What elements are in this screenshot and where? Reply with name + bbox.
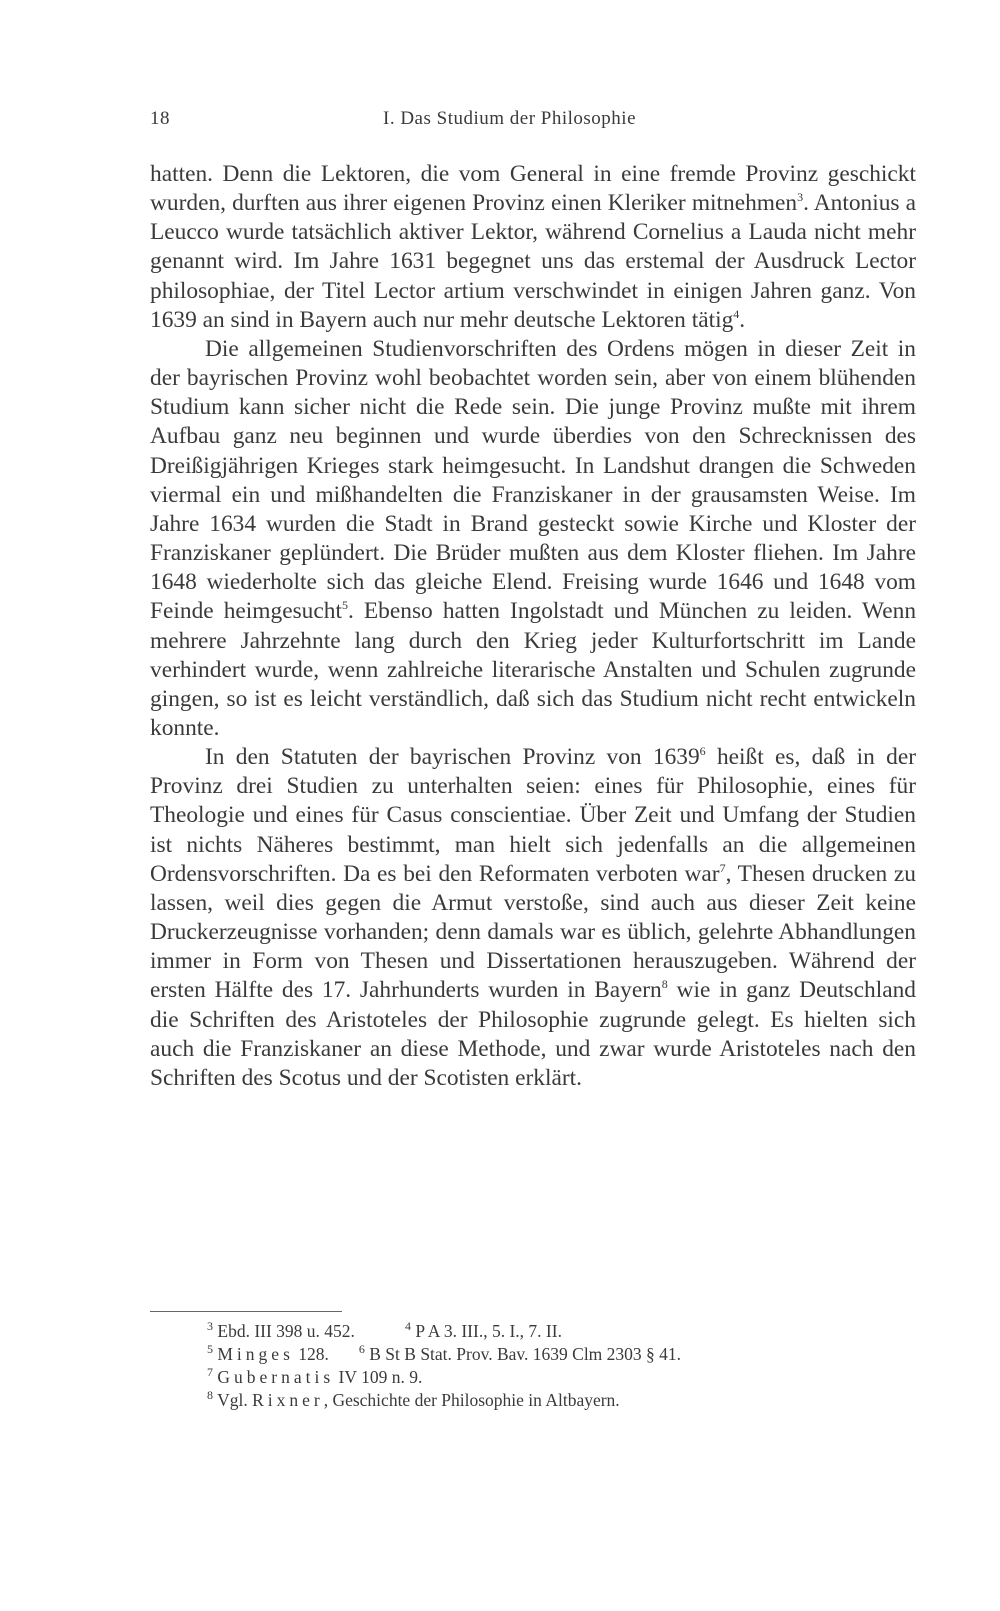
running-title: I. Das Studium der Philosophie — [383, 108, 637, 129]
footnote-author: Minges — [217, 1344, 294, 1364]
text-run: wie in ganz Deutschland die Schriften des Aristoteles der Philosophie zugrunde gelegt. Es hielten sich auch die Franziskaner an diese Methode, und zwar wurde Aristoteles nach den Schriften des Scotus und der Scotisten erklärt. — [150, 977, 916, 1091]
footnote-text: IV 109 n. 9. — [338, 1367, 423, 1387]
main-text — [150, 160, 916, 1093]
footnote-text: P A 3. III., 5. I., 7. II. — [415, 1321, 562, 1341]
footnote-ref: 3 — [797, 190, 804, 205]
text-run: . Ebenso hatten Ingolstadt und München zu leiden. Wenn mehrere Jahrzehnte lang durch den Krieg jeder Kulturfortschritt im Lande verhindert wurde, wenn zahlreiche literarische Anstalten und Schulen zugrunde gingen, so ist es leicht verständlich, daß sich das Studium nicht recht entwickeln konnte. — [150, 598, 917, 741]
footnote-number: 8 — [207, 1388, 213, 1403]
footnote-author: Gubernatis — [217, 1367, 335, 1387]
footnote-ref: 8 — [661, 977, 668, 992]
footnotes — [207, 1320, 907, 1412]
footnote-line — [207, 1389, 907, 1412]
page-number: 18 — [150, 108, 170, 129]
footnote-ref: 5 — [341, 598, 348, 613]
text-run: hatten. Denn die Lektoren, die vom General in eine fremde Provinz geschickt wurden, durften aus ihrer eigenen Provinz einen Kleriker mitnehmen — [150, 161, 916, 217]
text-run: , Thesen drucken zu lassen, weil dies gegen die Armut verstoße, sind auch aus dieser Zeit keine Druckerzeugnisse vorhanden; denn damals war es üblich, gelehrte Abhandlungen immer in Form von Thesen und Dissertationen herauszugeben. Während der ersten Hälfte des 17. Jahrhunderts wurden in Bayern — [150, 860, 916, 1004]
footnote-number: 3 — [207, 1319, 213, 1334]
footnote-line — [207, 1343, 907, 1366]
text-run: . — [739, 306, 746, 333]
footnote-text: Vgl. — [217, 1390, 248, 1410]
footnote-ref: 4 — [733, 306, 740, 321]
footnote-line — [207, 1366, 907, 1389]
footnote-number: 7 — [207, 1365, 213, 1380]
paragraph — [150, 160, 916, 335]
footnote-number: 4 — [404, 1319, 411, 1334]
text-run: In den Statuten der bayrischen Provinz von 1639 — [205, 744, 700, 771]
paragraph — [150, 743, 916, 1093]
text-run: . Antonius a Leucco wurde tatsächlich aktiver Lektor, während Cornelius a Lauda nicht mehr genannt wird. Im Jahre 1631 begegnet uns das erstemal der Ausdruck Lector philosophiae, der Titel Lector artium verschwindet in einigen Jahren ganz. Von 1639 an sind in Bayern auch nur mehr deutsche Lektoren tätig — [150, 190, 916, 333]
footnote-divider — [150, 1311, 342, 1312]
text-run: Die allgemeinen Studienvorschriften des Ordens mögen in dieser Zeit in der bayrischen Provinz wohl beobachtet worden sein, aber von einem blühenden Studium kann sicher nicht die Rede sein. Die junge Provinz mußte mit ihrem Aufbau ganz neu beginnen und wurde überdies von den Schrecknissen des Dreißigjährigen Krieges stark heimgesucht. In Landshut drangen die Schweden viermal ein und mißhandelten die Franziskaner in der grausamsten Weise. Im Jahre 1634 wurden die Stadt in Brand gesteckt sowie Kirche und Kloster der Franziskaner geplündert. Die Brüder mußten aus dem Kloster fliehen. Im Jahre 1648 wiederholte sich das gleiche Elend. Freising wurde 1646 und 1648 vom Feinde heimgesucht — [150, 335, 916, 625]
footnote-number: 5 — [207, 1342, 213, 1357]
footnote-text: 128. — [298, 1344, 329, 1364]
footnote-text: , Geschichte der Philosophie in Altbayern. — [323, 1390, 620, 1410]
paragraph — [150, 335, 916, 743]
footnote-text: Ebd. III 398 u. 452. — [217, 1321, 355, 1341]
footnote-ref: 7 — [719, 860, 726, 875]
footnote-ref: 6 — [699, 744, 706, 759]
footnote-author: Rixner — [252, 1390, 324, 1410]
footnote-line — [207, 1320, 907, 1343]
footnote-number: 6 — [358, 1342, 365, 1357]
page-header — [150, 108, 905, 138]
text-run: heißt es, daß in der Provinz drei Studien zu unterhalten seien: eines für Philosophie, eines für Theologie und eines für Casus conscientiae. Über Zeit und Umfang der Studien ist nichts Näheres bestimmt, man hielt sich jedenfalls an die allgemeinen Ordensvorschriften. Da es bei den Reformaten verboten war — [150, 744, 916, 887]
footnote-text: B St B Stat. Prov. Bav. 1639 Clm 2303 § 41. — [369, 1344, 682, 1364]
